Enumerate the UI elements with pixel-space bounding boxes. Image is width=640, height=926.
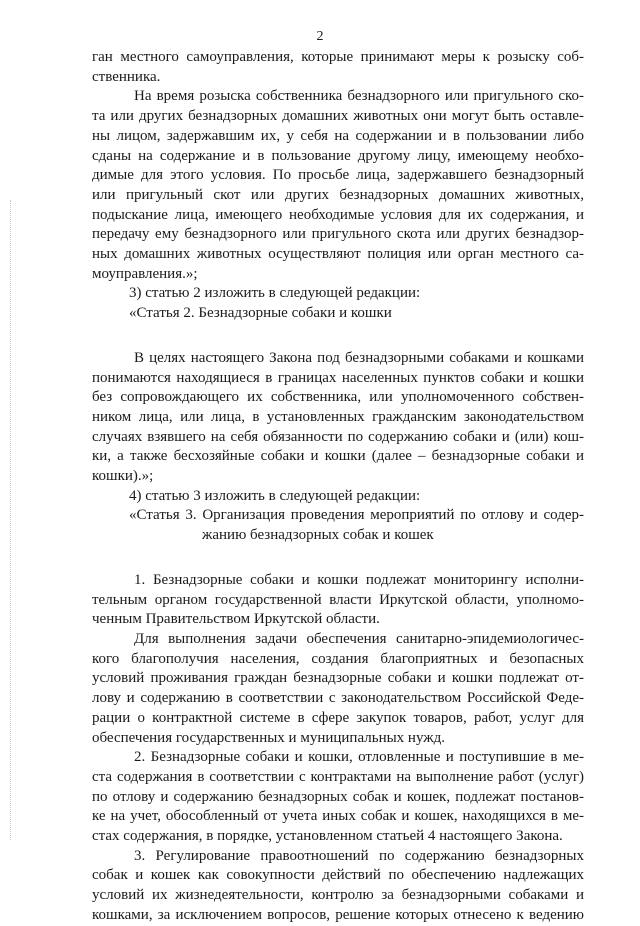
paragraph	[92, 748, 584, 847]
amendment-item-3: 3) статью 2 изложить в следующей редакции:	[129, 285, 421, 302]
text-line: ки, а также бесхозяйные собаки и кошки (далее – безнадзорные собаки и	[92, 448, 584, 465]
text-line: лову и содержанию в соответствии с законодательством Российской Феде-	[92, 690, 584, 707]
text-line: ке на учет, обособленный от учета иных собак и кошек, находящихся в ме-	[92, 808, 584, 825]
text-line: ган местного самоуправления, которые принимают меры к розыску соб-	[92, 49, 584, 65]
text-line: На время розыска собственника безнадзорного или пригульного ско-	[134, 88, 584, 105]
text-line: стах содержания, в порядке, установленном статьей 4 настоящего Закона.	[92, 828, 563, 845]
text-line: условий их жизнедеятельности, контролю за безнадзорными собаками и	[92, 887, 584, 904]
text-line: кошками, за исключением вопросов, решение которых отнесено к ведению	[92, 906, 584, 923]
text-line: рации о контрактной системе в сфере закупок товаров, работ, услуг для	[92, 709, 584, 726]
page-number: 2	[316, 29, 324, 44]
text-line: понимаются находящиеся в границах населенных пунктов собаки и кошки	[92, 369, 584, 386]
text-line: димые для этого условия. По просьбе лица, задержавшего безнадзорный	[92, 167, 584, 184]
text-line: Для выполнения задачи обеспечения санитарно-эпидемиологичес-	[134, 630, 584, 647]
spacer	[92, 546, 584, 571]
text-line: без сопровождающего их собственника, или уполномоченного собствен-	[92, 389, 584, 406]
text-line: ником лица, или лица, в установленных гражданским законодательством	[92, 408, 584, 425]
text-line: ных домашних животных осуществляют полиция или орган местного са-	[92, 246, 584, 263]
article-2-heading: «Статья 2. Безнадзорные собаки и кошки	[129, 305, 392, 322]
article-3-heading	[92, 506, 584, 545]
text-line: по отлову и содержанию безнадзорных собак и кошек, подлежат постанов-	[92, 788, 584, 805]
text-line: тельным органом государственной власти Иркутской области, уполномо-	[92, 591, 584, 608]
text-line: кого благополучия населения, создания благоприятных и безопасных	[92, 650, 584, 667]
text-line: ны лицом, задержавшим их, у себя на содержании и в пользовании либо	[92, 127, 584, 144]
text-line: 1. Безнадзорные собаки и кошки подлежат мониторингу исполни-	[134, 571, 584, 588]
document-body	[92, 48, 584, 926]
paragraph	[92, 630, 584, 748]
spacer	[92, 324, 584, 349]
paragraph	[92, 48, 584, 87]
paragraph	[92, 349, 584, 487]
text-line: обеспечения государственных и муниципальных нужд.	[92, 729, 445, 746]
text-line: 3. Регулирование правоотношений по содержанию безнадзорных	[134, 847, 584, 864]
text-line: условий проживания граждан безнадзорные собаки и кошки подлежат от-	[92, 670, 584, 687]
text-line: передачу ему безнадзорного или пригульного скота или других безнадзор-	[92, 226, 584, 243]
text-line: или пригульный скот или других безнадзорных домашних животных,	[92, 186, 584, 203]
text-line: та или других безнадзорных домашних животных они могут быть оставле-	[92, 108, 584, 125]
text-line: сданы на содержание и в пользование другому лицу, имеющему необхо-	[92, 147, 584, 164]
text-line: В целях настоящего Закона под безнадзорными собаками и кошками	[134, 349, 584, 366]
text-line: ственника.	[92, 68, 161, 85]
scan-edge-marks	[10, 200, 13, 840]
text-line: жанию безнадзорных собак и кошек	[202, 527, 434, 544]
text-line: моуправления.»;	[92, 265, 198, 282]
amendment-item-4: 4) статью 3 изложить в следующей редакции:	[129, 487, 421, 504]
text-line: кошки).»;	[92, 468, 154, 485]
text-line: ста содержания в соответствии с контрактами на выполнение работ (услуг)	[92, 768, 584, 785]
text-line: собак и кошек как совокупности действий по обеспечению надлежащих	[92, 867, 584, 884]
text-line: «Статья 3. Организация проведения мероприятий по отлову и содер-	[129, 507, 584, 524]
text-line: ченным Правительством Иркутской области.	[92, 611, 380, 628]
paragraph	[92, 87, 584, 284]
text-line: случаях взявшего на себя обязанности по содержанию собаки и (или) кош-	[92, 428, 584, 445]
paragraph	[92, 847, 584, 926]
text-line: 2. Безнадзорные собаки и кошки, отловленные и поступившие в ме-	[134, 749, 584, 766]
text-line: подыскание лица, имеющего необходимые условия для их содержания, и	[92, 206, 584, 223]
paragraph	[92, 571, 584, 630]
